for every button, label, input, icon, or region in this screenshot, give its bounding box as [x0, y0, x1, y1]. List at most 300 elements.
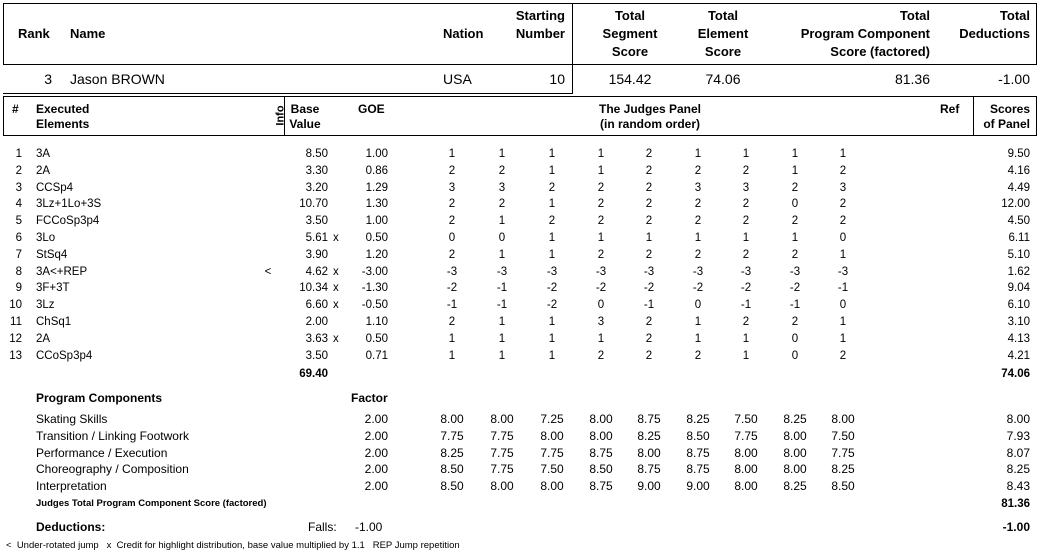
- element-goe: -3.00: [361, 265, 388, 278]
- component-score: 8.00: [1006, 412, 1030, 426]
- judge-score: 0: [694, 299, 702, 312]
- element-goe: 0.50: [365, 332, 388, 345]
- element-base-value: 8.50: [305, 148, 328, 160]
- judge-score: 1: [839, 332, 847, 345]
- element-panel-score: 4.50: [1007, 215, 1030, 228]
- element-name: FCCoSp3p4: [36, 215, 100, 228]
- rank-header: Rank: [18, 26, 50, 41]
- component-judge-score: 7.50: [540, 462, 564, 477]
- judge-score: 2: [448, 215, 456, 228]
- component-judge-score: 8.00: [589, 412, 613, 426]
- tss-line-1: Total: [614, 8, 646, 23]
- judge-score: 1: [498, 316, 506, 328]
- deductions-label: Deductions:: [36, 520, 106, 534]
- component-judge-score: 8.75: [637, 412, 661, 426]
- component-row: [0, 428, 1038, 445]
- element-number: 3: [15, 181, 22, 194]
- judge-score: -2: [595, 282, 607, 295]
- element-panel-score: 3.10: [1007, 316, 1030, 328]
- element-number: 12: [9, 332, 22, 345]
- element-number: 4: [15, 198, 22, 211]
- judge-score: -1: [837, 282, 849, 295]
- scores-divider: [973, 96, 974, 136]
- judge-score: 1: [498, 349, 506, 362]
- component-judge-score: 8.75: [686, 445, 710, 460]
- component-judge-score: 8.00: [783, 462, 807, 477]
- judge-score: 2: [645, 316, 653, 328]
- element-goe: 0.86: [365, 164, 388, 177]
- judge-score: 1: [839, 148, 847, 160]
- judge-score: -3: [546, 265, 558, 278]
- judge-score: 1: [742, 349, 750, 362]
- element-row: [0, 213, 1038, 230]
- judge-score: 2: [742, 164, 750, 177]
- panel-line-1: The Judges Panel: [598, 102, 702, 116]
- deductions-row: [0, 519, 1038, 536]
- judge-score: 2: [645, 181, 653, 194]
- elements-line-2: Elements: [36, 117, 90, 131]
- judge-score: 2: [645, 164, 653, 177]
- judge-score: 1: [791, 232, 799, 244]
- element-row: [0, 146, 1038, 163]
- judge-score: 3: [839, 181, 847, 194]
- element-panel-score: 9.04: [1007, 282, 1030, 295]
- judge-score: 2: [839, 198, 847, 211]
- judge-score: -1: [643, 299, 655, 312]
- component-judge-score: 8.00: [637, 445, 661, 460]
- element-base-value: 10.34: [299, 282, 328, 295]
- judge-score: 1: [694, 332, 702, 345]
- element-number: 9: [15, 282, 22, 295]
- component-row: [0, 411, 1038, 428]
- component-row: [0, 445, 1038, 462]
- component-judge-score: 8.50: [589, 462, 613, 477]
- component-judge-score: 8.25: [783, 479, 807, 494]
- component-row: [0, 478, 1038, 495]
- element-row: [0, 297, 1038, 314]
- judge-score: 1: [448, 332, 456, 345]
- scores-line-1: Scores: [989, 102, 1030, 116]
- skater-pcs: 81.36: [894, 71, 930, 87]
- element-bonus-marker: x: [333, 232, 339, 244]
- element-name: 3Lz: [36, 299, 55, 312]
- element-goe: 1.29: [365, 181, 388, 194]
- judge-score: 1: [742, 232, 750, 244]
- judge-score: 2: [448, 198, 456, 211]
- component-factor: 2.00: [364, 445, 388, 460]
- element-row: [0, 247, 1038, 264]
- pcs-header: [780, 7, 930, 61]
- judge-score: 0: [791, 198, 799, 211]
- element-panel-score: 12.00: [1001, 198, 1030, 211]
- component-factor: 2.00: [364, 428, 388, 443]
- judge-score: 1: [498, 148, 506, 160]
- skater-row: [0, 70, 1038, 88]
- judge-score: 1: [448, 349, 456, 362]
- element-panel-score: 6.10: [1007, 299, 1030, 312]
- element-row: [0, 264, 1038, 281]
- element-name: StSq4: [36, 248, 68, 261]
- element-goe: 0.50: [365, 232, 388, 244]
- judge-score: 2: [645, 148, 653, 160]
- judge-score: -2: [789, 282, 801, 295]
- judge-score: -1: [789, 299, 801, 312]
- element-bonus-marker: x: [333, 265, 339, 278]
- ded-line-1: Total: [999, 8, 1030, 23]
- tes-line-1: Total: [707, 8, 739, 23]
- judge-score: 3: [742, 181, 750, 194]
- elements-line-1: Executed: [36, 102, 90, 116]
- element-base-value: 6.60: [305, 299, 328, 312]
- element-base-value: 3.50: [305, 215, 328, 228]
- element-number: 11: [10, 316, 22, 328]
- component-score: 8.25: [1006, 462, 1030, 477]
- judge-score: 2: [645, 349, 653, 362]
- element-number: 5: [15, 215, 22, 228]
- judge-score: 2: [694, 215, 702, 228]
- pcs-total-label: Judges Total Program Component Score (factored): [36, 498, 267, 509]
- element-header-box: [3, 96, 1037, 136]
- judge-score: 1: [597, 332, 605, 345]
- tes-line-2: Element: [697, 26, 749, 41]
- element-number: 7: [15, 248, 22, 261]
- judge-score: 2: [742, 215, 750, 228]
- element-number: 1: [15, 148, 22, 160]
- elements-total-row: [0, 366, 1038, 383]
- component-judge-score: 8.00: [734, 445, 758, 460]
- tes-header: [683, 7, 763, 61]
- component-judge-score: 7.75: [440, 428, 464, 443]
- component-name: Transition / Linking Footwork: [36, 428, 189, 443]
- component-judge-score: 8.00: [540, 479, 564, 494]
- judge-score: -2: [643, 282, 655, 295]
- element-base-value: 2.00: [305, 316, 328, 328]
- judge-score: -2: [546, 282, 558, 295]
- pcs-line-3: Score (factored): [830, 44, 930, 59]
- falls-label: Falls:: [308, 520, 337, 534]
- judge-score: 2: [791, 248, 799, 261]
- judge-score: 2: [597, 215, 605, 228]
- element-goe: 1.10: [365, 316, 388, 328]
- skater-name: Jason BROWN: [70, 71, 165, 87]
- name-header: Name: [70, 26, 106, 41]
- judge-score: 2: [791, 215, 799, 228]
- element-name: 3A: [36, 148, 51, 160]
- pcs-total-score: 81.36: [1001, 498, 1030, 510]
- starting-line-1: Starting: [515, 8, 565, 23]
- judge-score: 0: [791, 349, 799, 362]
- component-name: Choreography / Composition: [36, 462, 189, 477]
- judge-score: -3: [643, 265, 655, 278]
- component-row: [0, 461, 1038, 478]
- component-score: 8.43: [1006, 479, 1030, 494]
- judge-score: -2: [740, 282, 752, 295]
- element-base-value: 4.62: [305, 265, 328, 278]
- judge-score: 2: [839, 349, 847, 362]
- judge-score: 2: [791, 181, 799, 194]
- judge-score: 1: [597, 148, 605, 160]
- judge-score: -2: [546, 299, 558, 312]
- judge-score: 0: [791, 332, 799, 345]
- component-factor: 2.00: [364, 462, 388, 477]
- judge-score: 2: [597, 248, 605, 261]
- judge-score: 2: [742, 198, 750, 211]
- element-row: [0, 230, 1038, 247]
- ref-header: Ref: [940, 102, 960, 116]
- element-name: 2A: [36, 164, 51, 177]
- element-base-value: 3.30: [305, 164, 328, 177]
- judge-score: 1: [548, 349, 556, 362]
- ded-line-2: Deductions: [959, 26, 1030, 41]
- judge-score: 1: [694, 316, 702, 328]
- skater-start-number: 10: [549, 71, 565, 87]
- judge-score: -2: [692, 282, 704, 295]
- judge-score: 3: [597, 316, 605, 328]
- element-row: [0, 180, 1038, 197]
- judge-score: 2: [645, 198, 653, 211]
- judge-score: 2: [597, 181, 605, 194]
- deductions-header: [940, 7, 1030, 43]
- judge-score: 1: [742, 148, 750, 160]
- judge-score: 2: [448, 248, 456, 261]
- judge-score: 2: [448, 316, 456, 328]
- judge-score: 2: [742, 248, 750, 261]
- element-number: 13: [9, 349, 22, 362]
- element-name: CCoSp3p4: [36, 349, 93, 362]
- judge-score: -1: [496, 282, 508, 295]
- element-name: CCSp4: [36, 181, 74, 194]
- component-score: 8.07: [1006, 445, 1030, 460]
- component-judge-score: 8.25: [440, 445, 464, 460]
- element-name: 3Lo: [36, 232, 56, 244]
- judge-score: 2: [645, 215, 653, 228]
- element-row: [0, 280, 1038, 297]
- component-judge-score: 7.75: [490, 445, 514, 460]
- component-name: Performance / Execution: [36, 445, 168, 460]
- component-judge-score: 8.50: [686, 428, 710, 443]
- component-judge-score: 8.50: [440, 462, 464, 477]
- judge-score: 1: [791, 164, 799, 177]
- element-name: ChSq1: [36, 316, 72, 328]
- judge-score: 1: [791, 148, 799, 160]
- element-name: 2A: [36, 332, 51, 345]
- component-factor: 2.00: [364, 412, 388, 426]
- element-number: 6: [15, 232, 22, 244]
- element-panel-score: 4.16: [1007, 164, 1030, 177]
- deductions-total: -1.00: [1002, 520, 1030, 534]
- element-goe: 1.00: [365, 215, 388, 228]
- component-judge-score: 9.00: [686, 479, 710, 494]
- judge-score: -3: [692, 265, 704, 278]
- judge-score: 1: [694, 232, 702, 244]
- element-bonus-marker: x: [333, 282, 339, 295]
- element-number: 8: [15, 265, 22, 278]
- element-row: [0, 331, 1038, 348]
- element-base-value: 3.63: [305, 332, 328, 345]
- nation-header: Nation: [443, 26, 484, 41]
- judge-score: 1: [498, 248, 506, 261]
- starting-number-header: [490, 7, 565, 43]
- judges-panel-header: [550, 102, 750, 132]
- judge-score: 0: [597, 299, 605, 312]
- component-score: 7.93: [1006, 428, 1030, 443]
- skater-deductions: -1.00: [998, 71, 1030, 87]
- judge-score: 0: [448, 232, 456, 244]
- element-goe: 1.30: [365, 198, 388, 211]
- pcs-line-1: Total: [899, 8, 930, 23]
- component-name: Interpretation: [36, 479, 107, 494]
- judge-score: 2: [694, 248, 702, 261]
- judge-score: 1: [597, 164, 605, 177]
- component-judge-score: 7.75: [540, 445, 564, 460]
- judge-score: -1: [446, 299, 458, 312]
- element-bonus-marker: x: [333, 299, 339, 312]
- judge-score: 2: [645, 248, 653, 261]
- component-judge-score: 8.75: [637, 462, 661, 477]
- tss-line-2: Segment: [602, 26, 658, 41]
- element-base-value: 3.20: [305, 181, 328, 194]
- component-judge-score: 8.75: [589, 479, 613, 494]
- judge-score: -3: [837, 265, 849, 278]
- judge-score: -3: [496, 265, 508, 278]
- num-header: #: [12, 102, 19, 116]
- elements-total-score: 74.06: [1001, 368, 1030, 380]
- judge-score: 2: [498, 198, 506, 211]
- component-name: Skating Skills: [36, 412, 108, 426]
- judge-score: 1: [839, 316, 847, 328]
- component-factor: 2.00: [364, 479, 388, 494]
- judge-score: 1: [548, 248, 556, 261]
- judge-score: -3: [446, 265, 458, 278]
- panel-line-2: (in random order): [599, 117, 700, 131]
- component-judge-score: 8.75: [589, 445, 613, 460]
- element-goe: 0.71: [365, 349, 388, 362]
- judge-score: 2: [498, 164, 506, 177]
- judge-score: -1: [496, 299, 508, 312]
- pc-header-factor: Factor: [351, 391, 388, 405]
- judge-score: 0: [839, 232, 847, 244]
- tss-line-3: Score: [611, 44, 649, 59]
- component-judge-score: 7.50: [831, 428, 855, 443]
- pc-header-label: Program Components: [36, 391, 163, 405]
- skater-rank: 3: [44, 71, 52, 87]
- footnote: < Under-rotated jump x Credit for highlight distribution, base value multiplied by 1.1 REP Jump repetition: [6, 540, 460, 551]
- element-row: [0, 163, 1038, 180]
- component-judge-score: 8.00: [734, 479, 758, 494]
- element-panel-score: 1.62: [1007, 265, 1030, 278]
- judge-score: -1: [740, 299, 752, 312]
- component-judge-score: 8.25: [783, 412, 807, 426]
- element-info: <: [264, 265, 272, 278]
- skater-tes: 74.06: [705, 71, 741, 87]
- component-judge-score: 8.00: [783, 428, 807, 443]
- judge-score: 1: [548, 164, 556, 177]
- judge-score: 1: [548, 198, 556, 211]
- judge-score: 2: [694, 164, 702, 177]
- info-header: Info: [274, 105, 287, 126]
- judge-score: 2: [448, 164, 456, 177]
- element-base-value: 10.70: [299, 198, 328, 211]
- element-goe: -1.30: [361, 282, 388, 295]
- element-panel-score: 5.10: [1007, 248, 1030, 261]
- element-base-value: 3.90: [305, 248, 328, 261]
- component-judge-score: 8.50: [440, 479, 464, 494]
- component-judge-score: 7.25: [540, 412, 564, 426]
- judge-score: 2: [597, 198, 605, 211]
- component-judge-score: 7.75: [831, 445, 855, 460]
- judge-score: 1: [548, 316, 556, 328]
- component-judge-score: 8.00: [440, 412, 464, 426]
- skater-bottom-line: [3, 93, 573, 94]
- element-number: 10: [9, 299, 22, 312]
- judge-score: -2: [446, 282, 458, 295]
- component-judge-score: 8.25: [831, 462, 855, 477]
- skater-tss: 154.42: [608, 71, 652, 87]
- component-judge-score: 8.25: [686, 412, 710, 426]
- component-judge-score: 8.00: [783, 445, 807, 460]
- component-judge-score: 8.50: [831, 479, 855, 494]
- judge-score: 3: [498, 181, 506, 194]
- judge-score: -3: [595, 265, 607, 278]
- element-name: 3A<+REP: [36, 265, 88, 278]
- component-judge-score: 7.75: [490, 462, 514, 477]
- judge-score: 1: [548, 148, 556, 160]
- judge-score: 2: [645, 332, 653, 345]
- base-header: [285, 102, 325, 132]
- pc-header-row: [0, 390, 1038, 407]
- judge-score: 2: [694, 349, 702, 362]
- element-row: [0, 348, 1038, 365]
- element-panel-score: 6.11: [1008, 232, 1030, 244]
- falls-value: -1.00: [355, 520, 383, 534]
- judge-score: 1: [645, 232, 653, 244]
- judge-score: 2: [791, 316, 799, 328]
- element-bonus-marker: x: [333, 332, 339, 345]
- judge-score: 1: [694, 148, 702, 160]
- base-line-2: Value: [289, 117, 321, 131]
- component-judge-score: 8.75: [686, 462, 710, 477]
- judge-score: 2: [597, 349, 605, 362]
- component-judge-score: 8.00: [540, 428, 564, 443]
- element-panel-score: 4.49: [1007, 181, 1030, 194]
- judge-score: -3: [789, 265, 801, 278]
- scores-line-2: of Panel: [983, 117, 1030, 131]
- judge-score: 2: [548, 215, 556, 228]
- element-base-value: 5.61: [305, 232, 328, 244]
- judge-score: 1: [548, 332, 556, 345]
- element-goe: 1.20: [365, 248, 388, 261]
- component-judge-score: 7.75: [734, 428, 758, 443]
- base-line-1: Base: [290, 102, 320, 116]
- element-number: 2: [15, 164, 22, 177]
- element-row: [0, 196, 1038, 213]
- component-judge-score: 8.25: [637, 428, 661, 443]
- tes-line-3: Score: [704, 44, 742, 59]
- element-goe: 1.00: [365, 148, 388, 160]
- judge-score: 2: [548, 181, 556, 194]
- judge-score: 1: [597, 232, 605, 244]
- pcs-total-row: [0, 496, 1038, 513]
- judge-score: 1: [548, 232, 556, 244]
- judge-score: 2: [694, 198, 702, 211]
- element-base-value: 3.50: [305, 349, 328, 362]
- element-panel-score: 4.21: [1007, 349, 1030, 362]
- judge-score: 1: [498, 215, 506, 228]
- component-judge-score: 8.00: [734, 462, 758, 477]
- tss-header: [590, 7, 670, 61]
- judge-score: 3: [694, 181, 702, 194]
- component-judge-score: 7.50: [734, 412, 758, 426]
